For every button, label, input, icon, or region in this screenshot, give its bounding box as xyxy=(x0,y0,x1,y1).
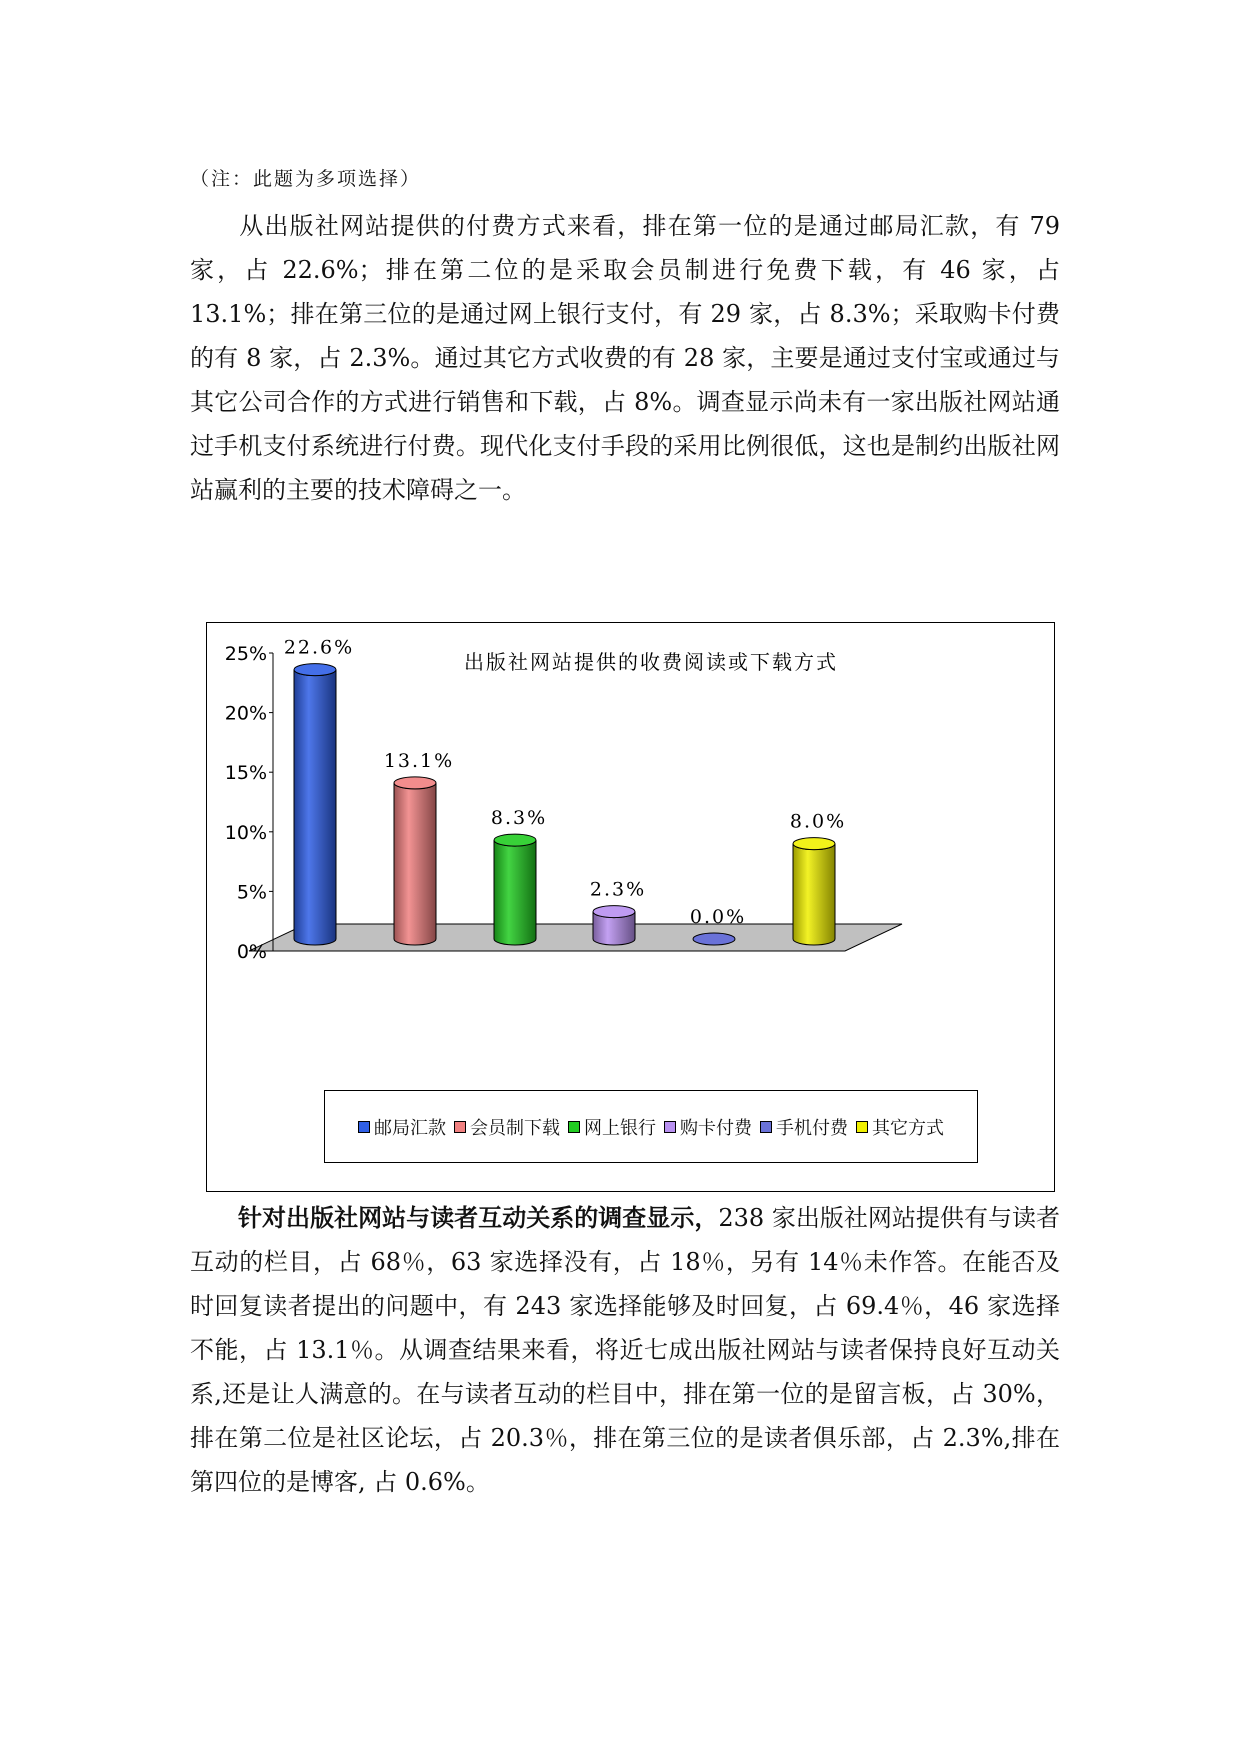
data-label: 0.0% xyxy=(689,906,747,928)
paragraph-payment-methods xyxy=(190,204,1060,512)
legend-swatch xyxy=(358,1121,370,1133)
legend-item xyxy=(760,1114,848,1140)
legend-label: 其它方式 xyxy=(872,1117,944,1139)
bar-top-邮局汇款 xyxy=(294,664,336,676)
legend-item xyxy=(454,1114,560,1140)
y-tick-label: 15% xyxy=(224,762,267,785)
paragraph2-bold: 针对出版社网站与读者互动关系的调查显示， xyxy=(238,1203,719,1232)
legend-swatch xyxy=(568,1121,580,1133)
chart-legend xyxy=(324,1090,978,1163)
y-tick-label: 5% xyxy=(236,881,267,904)
legend-label: 邮局汇款 xyxy=(374,1117,446,1139)
bar-top-网上银行 xyxy=(494,834,536,846)
bar-网上银行 xyxy=(494,840,536,945)
legend-swatch xyxy=(856,1121,868,1133)
data-label: 8.3% xyxy=(490,807,548,830)
legend-item xyxy=(568,1114,656,1140)
legend-item xyxy=(856,1114,944,1140)
bar-top-其它方式 xyxy=(793,838,835,850)
note-text: （注：此题为多项选择） xyxy=(190,168,422,190)
legend-swatch xyxy=(664,1121,676,1133)
legend-swatch xyxy=(454,1121,466,1133)
legend-label: 手机付费 xyxy=(776,1117,848,1139)
paragraph1-text: 从出版社网站提供的付费方式来看，排在第一位的是通过邮局汇款，有 79 家，占 22.6%；排在第二位的是采取会员制进行免费下载，有 46 家，占 13.1%；排在第三位的是通过网上银行支付，有 29 家，占 8.3%；采取购卡付费的有 8 家，占 2.3%。通过其它方式收费的有 28 家，主要是通过支付宝或通过与其它公司合作的方式进行销售和下载，占 8%。调查显示尚未有一家出版社网站通过手机支付系统进行付费。现代化支付手段的采用比例很低，这也是制约出版社网站赢利的主要的技术障碍之一。 xyxy=(190,212,1060,504)
legend-label: 网上银行 xyxy=(584,1117,656,1139)
data-label: 13.1% xyxy=(383,749,455,772)
data-label: 22.6% xyxy=(283,636,355,659)
y-tick-label: 10% xyxy=(224,821,267,844)
chart-title: 出版社网站提供的收费阅读或下载方式 xyxy=(464,650,838,674)
bar-会员制下载 xyxy=(394,783,436,945)
data-label: 2.3% xyxy=(589,878,647,901)
bar-其它方式 xyxy=(793,844,835,945)
bar-top-会员制下载 xyxy=(394,777,436,789)
legend-label: 会员制下载 xyxy=(470,1117,560,1139)
chart-frame xyxy=(206,622,1055,1192)
y-tick-label: 25% xyxy=(224,643,267,665)
legend-item xyxy=(358,1114,446,1140)
bar-手机付费 xyxy=(693,933,735,945)
data-label: 8.0% xyxy=(789,810,847,833)
legend-label: 购卡付费 xyxy=(680,1117,752,1139)
legend-swatch xyxy=(760,1121,772,1133)
legend-item xyxy=(664,1114,752,1140)
paragraph2-text: 238 家出版社网站提供有与读者互动的栏目，占 68％，63 家选择没有，占 18％，另有 14％未作答。在能否及时回复读者提出的问题中，有 243 家选择能够及时回复，占 69.4％，46 家选择不能，占 13.1％。从调查结果来看，将近七成出版社网站与读者保持良好互动关系,还是让人满意的。在与读者互动的栏目中，排在第一位的是留言板，占 30%，排在第二位是社区论坛，占 20.3％，排在第三位的是读者俱乐部，占 2.3%,排在第四位的是博客, 占 0.6%。 xyxy=(190,1204,1061,1496)
bar-top-购卡付费 xyxy=(593,906,635,918)
bar-邮局汇款 xyxy=(294,670,336,945)
y-tick-label: 20% xyxy=(224,702,267,725)
y-tick-label: 0% xyxy=(236,941,267,963)
paragraph-reader-interaction xyxy=(190,1196,1060,1504)
